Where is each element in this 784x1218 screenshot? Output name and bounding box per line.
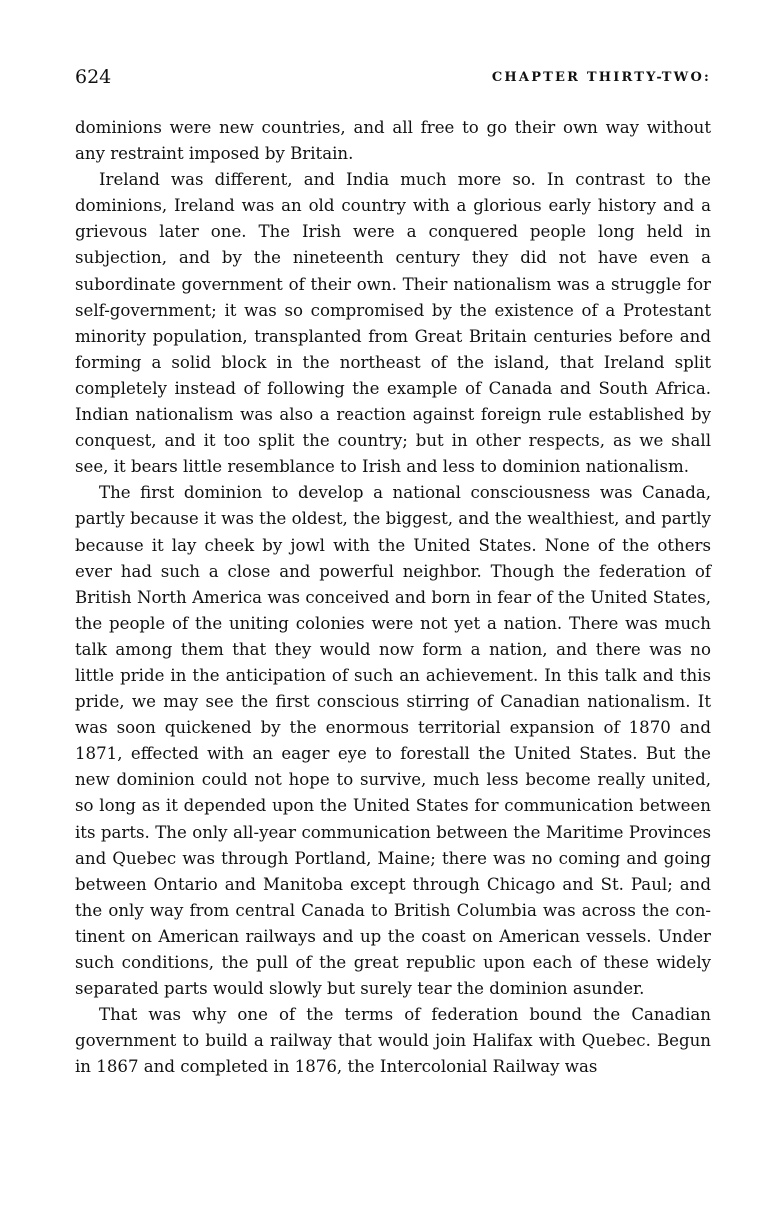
paragraph-4: That was why one of the terms of federation bound the Canadian government to build a railway that would join Halifax with Quebec. Begun in 1867 and completed in 1876, the Intercolonial Railway was bbox=[75, 1005, 711, 1077]
book-page bbox=[75, 66, 711, 1080]
body-text bbox=[75, 115, 711, 1080]
page-number: 624 bbox=[75, 66, 112, 88]
paragraph-1: dominions were new countries, and all free to go their own way without any restraint imposed by Britain. bbox=[75, 118, 711, 164]
paragraph-2: Ireland was different, and India much more so. In contrast to the dominions, Ireland was an old country with a glorious early history and a grievous later one. The Irish were a conquered people long held in subjection, and by the nineteenth century they did not have even a subordinate government of their own. Their nationalism was a struggle for self-government; it was so compromised by the existence of a Protestant minority population, transplanted from Great Britain centuries before and forming a solid block in the northeast of the island, that Ireland split completely instead of following the example of Canada and South Africa. Indian nationalism was also a reaction against foreign rule established by conquest, and it too split the country; but in other respects, as we shall see, it bears little resemblance to Irish and less to dominion nationalism. bbox=[75, 170, 711, 477]
running-head bbox=[75, 66, 711, 96]
chapter-title: CHAPTER THIRTY-TWO: bbox=[491, 70, 711, 85]
paragraph-3: The first dominion to develop a national consciousness was Canada, partly because it was the oldest, the biggest, and the wealthiest, and partly because it lay cheek by jowl with the United States. None of the others ever had such a close and powerful neighbor. Though the federation of British North America was conceived and born in fear of the United States, the people of the uniting colonies were not yet a nation. There was much talk among them that they would now form a nation, and there was no little pride in the anticipation of such an achievement. In this talk and this pride, we may see the first conscious stirring of Canadian nationalism. It was soon quickened by the enormous territorial expansion of 1870 and 1871, effected with an eager eye to forestall the United States. But the new dominion could not hope to survive, much less become really united, so long as it depended upon the United States for communication between its parts. The only all-year communication between the Maritime Provinces and Quebec was through Portland, Maine; there was no coming and going between Ontario and Manitoba except through Chicago and St. Paul; and the only way from central Canada to British Columbia was across the continent on American railways and up the coast on American vessels. Under such conditions, the pull of the great republic upon each of these widely separated parts would slowly but surely tear the dominion asunder. bbox=[75, 483, 711, 999]
